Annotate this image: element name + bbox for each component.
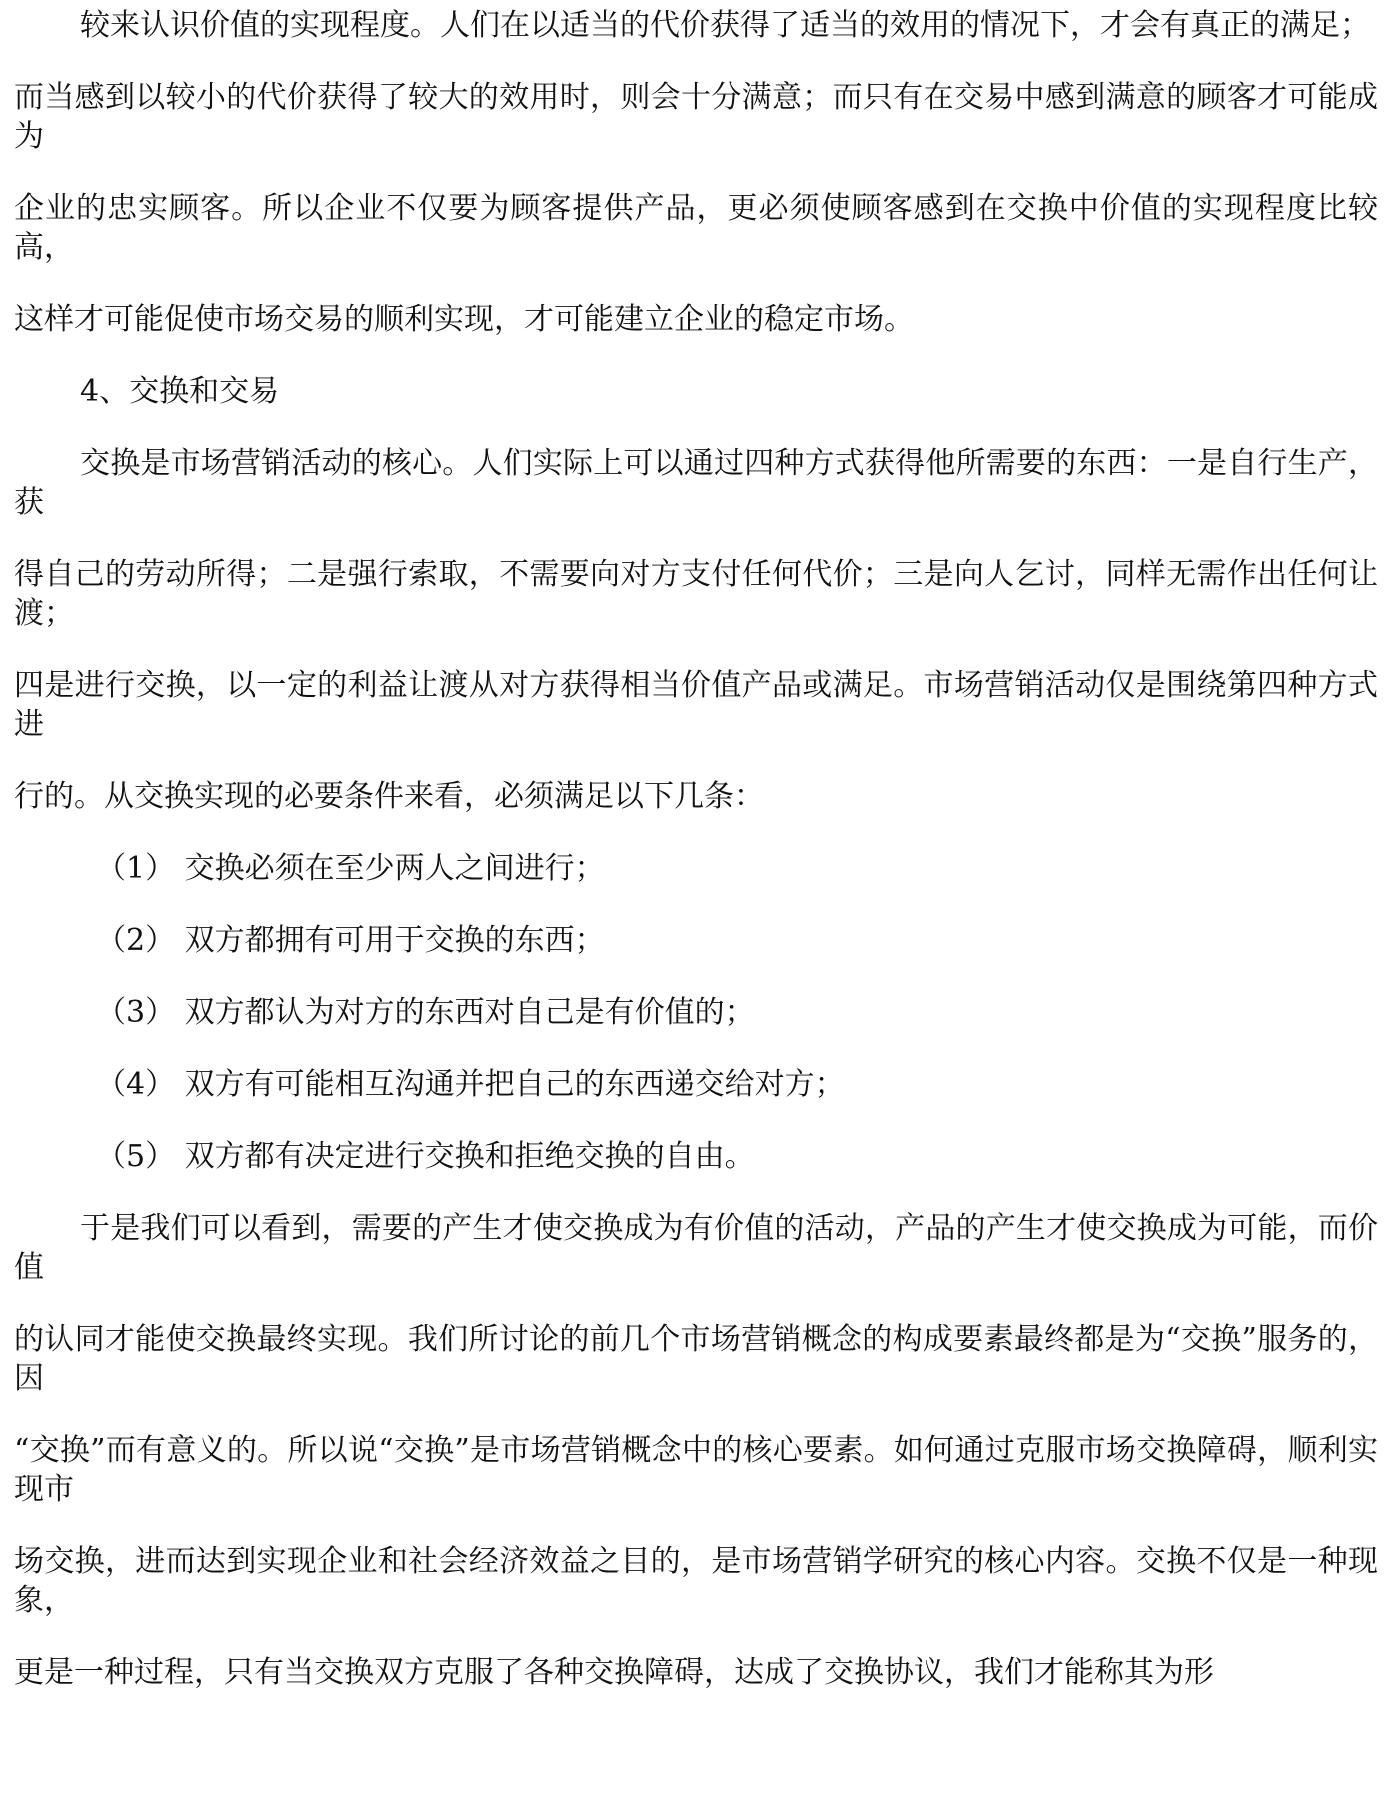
paragraph-ways-of-obtaining: 得自己的劳动所得；二是强行索取，不需要向对方支付任何代价；三是向人乞讨，同样无需作出任何让渡； — [14, 557, 1378, 631]
paragraph-value-of-exchange: 于是我们可以看到，需要的产生才使交换成为有价值的活动，产品的产生才使交换成为可能，而价值 — [14, 1211, 1378, 1285]
list-item-condition-3: （3） 双方都认为对方的东西对自己是有价值的； — [96, 995, 755, 1030]
list-item-condition-4: （4） 双方有可能相互沟通并把自己的东西递交给对方； — [96, 1067, 845, 1102]
paragraph-core-element: “交换”而有意义的。所以说“交换”是市场营销概念中的核心要素。如何通过克服市场交换障碍，顺利实现市 — [14, 1433, 1378, 1507]
paragraph-fourth-way: 四是进行交换，以一定的利益让渡从对方获得相当价值产品或满足。市场营销活动仅是围绕第四种方式进 — [14, 668, 1378, 742]
paragraph-exchange-conditions: 行的。从交换实现的必要条件来看，必须满足以下几条： — [14, 779, 764, 814]
paragraph-satisfaction: 而当感到以较小的代价获得了较大的效用时，则会十分满意；而只有在交易中感到满意的顾客才可能成为 — [14, 80, 1378, 154]
list-item-condition-5: （5） 双方都有决定进行交换和拒绝交换的自由。 — [96, 1139, 755, 1174]
list-item-condition-2: （2） 双方都拥有可用于交换的东西； — [96, 923, 605, 958]
paragraph-exchange-process: 更是一种过程，只有当交换双方克服了各种交换障碍，达成了交换协议，我们才能称其为形 — [14, 1655, 1214, 1690]
list-item-condition-1: （1） 交换必须在至少两人之间进行； — [96, 851, 605, 886]
paragraph-stable-market: 这样才可能促使市场交易的顺利实现，才可能建立企业的稳定市场。 — [14, 302, 914, 337]
paragraph-exchange-core: 交换是市场营销活动的核心。人们实际上可以通过四种方式获得他所需要的东西：一是自行生产，获 — [14, 446, 1378, 520]
paragraph-loyal-customer: 企业的忠实顾客。所以企业不仅要为顾客提供产品，更必须使顾客感到在交换中价值的实现程度比较高， — [14, 191, 1378, 265]
paragraph-exchange-service: 的认同才能使交换最终实现。我们所讨论的前几个市场营销概念的构成要素最终都是为“交换”服务的，因 — [14, 1322, 1378, 1396]
document-page — [14, 6, 1378, 1725]
paragraph-value-realization: 较来认识价值的实现程度。人们在以适当的代价获得了适当的效用的情况下，才会有真正的满足； — [80, 8, 1370, 43]
paragraph-research-core: 场交换，进而达到实现企业和社会经济效益之目的，是市场营销学研究的核心内容。交换不仅是一种现象， — [14, 1544, 1378, 1618]
section-heading-exchange-and-transaction: 4、交换和交易 — [80, 374, 280, 409]
